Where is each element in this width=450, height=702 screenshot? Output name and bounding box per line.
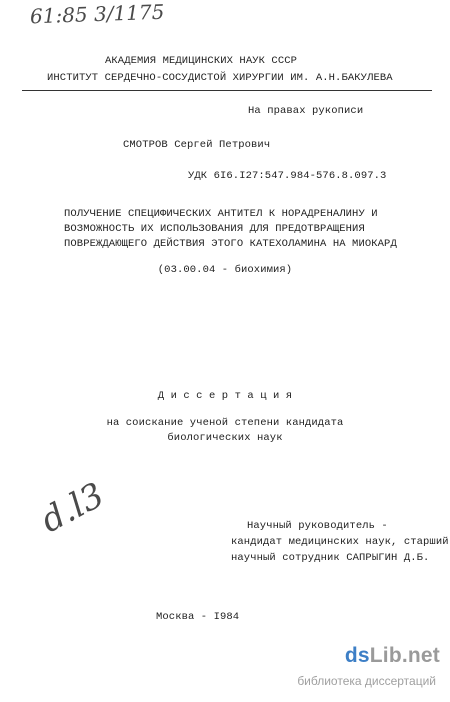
manuscript-note: На правах рукописи bbox=[248, 105, 364, 117]
handwritten-catalog-number: 61:85 3/1175 bbox=[29, 0, 165, 29]
city-year: Москва - I984 bbox=[156, 611, 240, 623]
document-type: Д и с с е р т а ц и я bbox=[157, 390, 293, 402]
dslib-subtitle: библиотека диссертаций bbox=[297, 674, 436, 688]
degree-line-1: на соискание ученой степени кандидата bbox=[106, 417, 344, 429]
logo-prefix: ds bbox=[344, 644, 370, 667]
academy-name: АКАДЕМИЯ МЕДИЦИНСКИХ НАУК СССР bbox=[105, 55, 298, 67]
title-line-3: ПОВРЕЖДАЮЩЕГО ДЕЙСТВИЯ ЭТОГО КАТЕХОЛАМИНА НА МИОКАРД bbox=[64, 238, 397, 250]
supervisor-line-2: кандидат медицинских наук, старший bbox=[231, 536, 449, 548]
author-name: СМОТРОВ Сергей Петрович bbox=[123, 139, 271, 151]
logo-suffix: Lib.net bbox=[369, 644, 440, 667]
title-line-1: ПОЛУЧЕНИЕ СПЕЦИФИЧЕСКИХ АНТИТЕЛ К НОРАДРЕНАЛИНУ И bbox=[64, 208, 378, 220]
supervisor-line-1: Научный руководитель - bbox=[247, 520, 388, 532]
title-line-2: ВОЗМОЖНОСТЬ ИХ ИСПОЛЬЗОВАНИЯ ДЛЯ ПРЕДОТВРАЩЕНИЯ bbox=[64, 223, 365, 235]
dslib-logo bbox=[345, 644, 440, 668]
degree-line-2: биологических наук bbox=[167, 432, 283, 444]
institute-name: ИНСТИТУТ СЕРДЕЧНО-СОСУДИСТОЙ ХИРУРГИИ ИМ. А.Н.БАКУЛЕВА bbox=[47, 72, 393, 84]
handwritten-margin-mark: d.l3 bbox=[34, 475, 111, 541]
supervisor-line-3: научный сотрудник САПРЫГИН Д.Б. bbox=[231, 552, 430, 564]
header-divider bbox=[22, 90, 432, 91]
udk-code: УДК 6I6.I27:547.984-576.8.097.3 bbox=[188, 170, 387, 182]
specialty-code: (03.00.04 - биохимия) bbox=[157, 264, 293, 276]
